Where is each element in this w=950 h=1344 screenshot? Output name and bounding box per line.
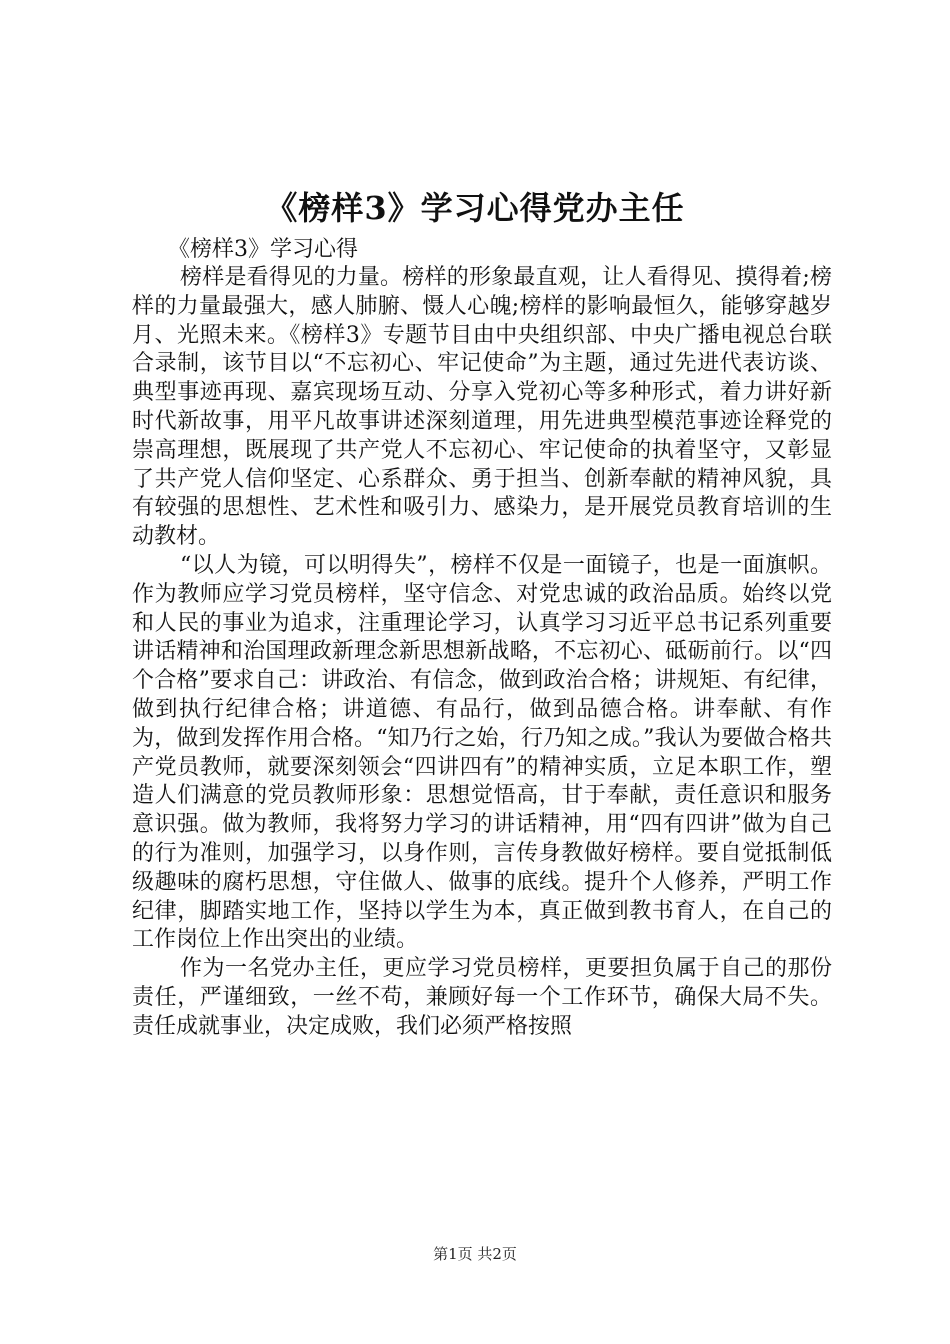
paragraph-1: 榜样是看得见的力量。榜样的形象最直观，让人看得见、摸得着;榜样的力量最强大，感人肺腑、慑人心魄;榜样的影响最恒久，能够穿越岁月、光照未来。《榜样3》专题节目由中央组织部、中央广播电视总台联合录制，该节目以“不忘初心、牢记使命”为主题，通过先进代表访谈、典型事迹再现、嘉宾现场互动、分享入党初心等多种形式，着力讲好新时代新故事，用平凡故事讲述深刻道理，用先进典型模范事迹诠释党的崇高理想，既展现了共产党人不忘初心、牢记使命的执着坚守，又彰显了共产党人信仰坚定、心系群众、勇于担当、创新奉献的精神风貌，具有较强的思想性、艺术性和吸引力、感染力，是开展党员教育培训的生动教材。 [132, 265, 832, 550]
page-footer: 第1页 共2页 [433, 1245, 517, 1263]
document-subtitle: 《榜样3》学习心得 [168, 237, 358, 262]
document-body [132, 236, 832, 1042]
paragraph-2: “以人为镜，可以明得失”，榜样不仅是一面镜子，也是一面旗帜。作为教师应学习党员榜样，坚守信念、对党忠诚的政治品质。始终以党和人民的事业为追求，注重理论学习，认真学习习近平总书记系列重要讲话精神和治国理政新理念新思想新战略，不忘初心、砥砺前行。以“四个合格”要求自己：讲政治、有信念，做到政治合格；讲规矩、有纪律，做到执行纪律合格；讲道德、有品行，做到品德合格。讲奉献、有作为，做到发挥作用合格。“知乃行之始，行乃知之成。”我认为要做合格共产党员教师，就要深刻领会“四讲四有”的精神实质，立足本职工作，塑造人们满意的党员教师形象：思想觉悟高，甘于奉献，责任意识和服务意识强。做为教师，我将努力学习的讲话精神，用“四有四讲”做为自己的行为准则，加强学习，以身作则，言传身教做好榜样。要自觉抵制低级趣味的腐朽思想，守住做人、做事的底线。提升个人修养，严明工作纪律，脚踏实地工作，坚持以学生为本，真正做到教书育人，在自己的工作岗位上作出突出的业绩。 [132, 552, 832, 953]
paragraph-3: 作为一名党办主任，更应学习党员榜样，更要担负属于自己的那份责任，严谨细致，一丝不苟，兼顾好每一个工作环节，确保大局不失。责任成就事业，决定成败，我们必须严格按照 [132, 956, 832, 1039]
document-title: 《榜样3》学习心得党办主任 [265, 189, 685, 227]
